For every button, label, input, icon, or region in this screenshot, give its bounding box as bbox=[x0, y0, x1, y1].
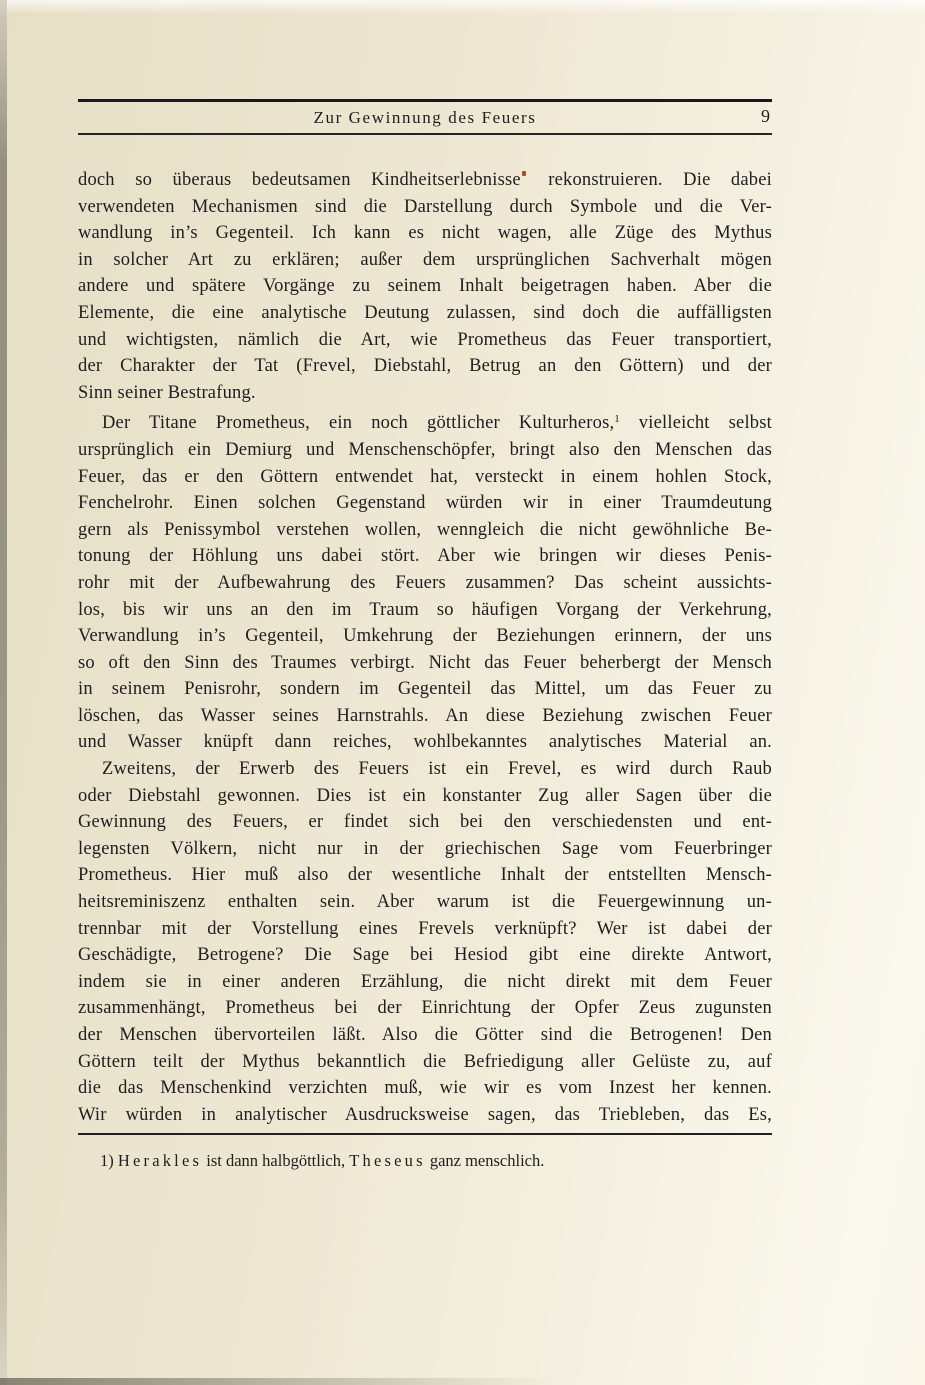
text-line bbox=[78, 676, 772, 703]
text-line bbox=[78, 1102, 772, 1129]
text-segment: Verwandlung in’s Gegenteil, Umkehrung der Beziehungen erinnern, der uns bbox=[78, 626, 772, 647]
text-line bbox=[78, 300, 772, 327]
text-segment: Elemente, die eine analytische Deutung zulassen, sind doch die auffälligsten bbox=[78, 302, 772, 323]
text-segment: ursprünglich ein Demiurg und Menschenschöpfer, bringt also den Menschen das bbox=[78, 439, 772, 460]
text-line bbox=[78, 783, 772, 810]
text-segment: zusammenhängt, Prometheus bei der Einrichtung der Opfer Zeus zugunsten bbox=[78, 998, 772, 1019]
text-segment: andere und spätere Vorgänge zu seinem Inhalt beigetragen haben. Aber die bbox=[78, 276, 772, 297]
text-line bbox=[78, 353, 772, 380]
text-segment: Gewinnung des Feuers, er findet sich bei den verschiedensten und ent- bbox=[78, 812, 772, 833]
text-line bbox=[78, 597, 772, 624]
text-segment: Göttern teilt der Mythus bekanntlich die Befriedigung aller Gelüste zu, auf bbox=[78, 1051, 772, 1072]
text-line bbox=[78, 942, 772, 969]
text-segment: Theseus bbox=[349, 1151, 426, 1170]
running-title: Zur Gewinnung des Feuers bbox=[313, 107, 537, 127]
text-segment: heitsreminiszenz enthalten sein. Aber warum ist die Feuergewinnung un- bbox=[78, 892, 772, 913]
text-segment: Geschädigte, Betrogene? Die Sage bei Hesiod gibt eine direkte Antwort, bbox=[78, 945, 772, 966]
footnote-rule bbox=[78, 1133, 772, 1135]
text-line bbox=[78, 969, 772, 996]
text-segment: Prometheus. Hier muß also der wesentliche Inhalt der entstellten Mensch- bbox=[78, 865, 772, 886]
text-line bbox=[78, 1022, 772, 1049]
footnote bbox=[78, 1149, 772, 1173]
text-segment: Sinn seiner Bestrafung. bbox=[78, 382, 256, 403]
text-line bbox=[78, 167, 772, 194]
text-segment: legensten Völkern, nicht nur in der griechischen Sage vom Feuerbringer bbox=[78, 838, 772, 859]
text-segment: verwendeten Mechanismen sind die Darstellung durch Symbole und die Ver- bbox=[78, 196, 772, 217]
text-segment: oder Diebstahl gewonnen. Dies ist ein konstanter Zug aller Sagen über die bbox=[78, 785, 772, 806]
header-line bbox=[78, 102, 772, 133]
text-segment: 1) bbox=[100, 1151, 118, 1170]
text-line bbox=[78, 623, 772, 650]
text-segment: ist dann halbgöttlich, bbox=[202, 1151, 350, 1170]
text-segment: wandlung in’s Gegenteil. Ich kann es nicht wagen, alle Züge des Mythus bbox=[78, 223, 772, 244]
text-segment: Fenchelrohr. Einen solchen Gegenstand würden wir in einer Traumdeutung bbox=[78, 493, 772, 514]
text-line bbox=[78, 862, 772, 889]
text-segment: Der Titane Prometheus, ein noch göttlicher Kulturheros, bbox=[102, 413, 615, 434]
body-text bbox=[78, 167, 772, 1128]
text-segment: rohr mit der Aufbewahrung des Feuers zusammen? Das scheint aussichts- bbox=[78, 572, 772, 593]
text-segment: los, bis wir uns an den im Traum so häufigen Vorgang der Verkehrung, bbox=[78, 599, 772, 620]
text-line bbox=[78, 406, 772, 437]
text-line bbox=[78, 464, 772, 491]
text-segment: tonung der Höhlung uns dabei stört. Aber wie bringen wir dieses Penis- bbox=[78, 546, 772, 567]
text-line bbox=[78, 273, 772, 300]
text-line bbox=[78, 809, 772, 836]
text-line bbox=[78, 380, 772, 407]
text-segment: gern als Penissymbol verstehen wollen, wenngleich die nicht gewöhnliche Be- bbox=[78, 519, 772, 540]
page-number: 9 bbox=[761, 106, 770, 126]
text-line bbox=[78, 247, 772, 274]
text-segment: vielleicht selbst bbox=[619, 413, 772, 434]
text-segment: löschen, das Wasser seines Harnstrahls. An diese Beziehung zwischen Feuer bbox=[78, 705, 772, 726]
text-segment: und Wasser knüpft dann reiches, wohlbekanntes analytisches Material an. bbox=[78, 732, 772, 753]
text-line bbox=[78, 490, 772, 517]
scan-edge-left bbox=[0, 0, 7, 1385]
text-segment: Zweitens, der Erwerb des Feuers ist ein Frevel, es wird durch Raub bbox=[102, 759, 772, 780]
text-line bbox=[78, 995, 772, 1022]
text-line bbox=[78, 517, 772, 544]
superscript-mark bbox=[522, 171, 526, 176]
text-line bbox=[78, 916, 772, 943]
text-line bbox=[78, 756, 772, 783]
text-segment: doch so überaus bedeutsamen Kindheitserlebnisse bbox=[78, 170, 521, 190]
text-segment: in seinem Penisrohr, sondern im Gegenteil das Mittel, um das Feuer zu bbox=[78, 679, 772, 700]
text-line bbox=[78, 543, 772, 570]
text-line bbox=[78, 1049, 772, 1076]
text-segment: die das Menschenkind verzichten muß, wie wir es vom Inzest her kennen. bbox=[78, 1078, 772, 1099]
text-line bbox=[78, 327, 772, 354]
text-segment: trennbar mit der Vorstellung eines Frevels verknüpft? Wer ist dabei der bbox=[78, 918, 772, 939]
text-line bbox=[78, 1075, 772, 1102]
text-line bbox=[78, 194, 772, 221]
text-segment: in solcher Art zu erklären; außer dem ursprünglichen Sachverhalt mögen bbox=[78, 249, 772, 270]
scan-edge-bottom bbox=[0, 1378, 555, 1385]
text-line bbox=[78, 889, 772, 916]
page-header bbox=[78, 99, 772, 135]
text-line bbox=[78, 570, 772, 597]
text-line bbox=[78, 729, 772, 756]
text-segment: indem sie in einer anderen Erzählung, die nicht direkt mit dem Feuer bbox=[78, 971, 772, 992]
text-segment: ganz menschlich. bbox=[425, 1151, 545, 1170]
text-segment: der Menschen übervorteilen läßt. Also die Götter sind die Betrogenen! Den bbox=[78, 1025, 772, 1045]
text-line bbox=[78, 650, 772, 677]
text-segment: Wir würden in analytischer Ausdrucksweise sagen, das Triebleben, das Es, bbox=[78, 1104, 772, 1125]
text-line bbox=[78, 437, 772, 464]
text-segment: Feuer, das er den Göttern entwendet hat, versteckt in einem hohlen Stock, bbox=[78, 466, 772, 487]
text-line bbox=[78, 220, 772, 247]
text-segment: so oft den Sinn des Traumes verbirgt. Nicht das Feuer beherbergt der Mensch bbox=[78, 652, 772, 673]
text-line bbox=[78, 836, 772, 863]
text-segment: und wichtigsten, nämlich die Art, wie Prometheus das Feuer transportiert, bbox=[78, 329, 772, 350]
text-line bbox=[78, 703, 772, 730]
text-segment: der Charakter der Tat (Frevel, Diebstahl, Betrug an den Göttern) und der bbox=[78, 356, 772, 377]
text-segment: rekonstruieren. Die dabei bbox=[527, 170, 772, 190]
text-segment: Herakles bbox=[117, 1151, 203, 1170]
header-rule-bottom bbox=[78, 133, 772, 135]
text-segment: 1 bbox=[614, 413, 620, 426]
